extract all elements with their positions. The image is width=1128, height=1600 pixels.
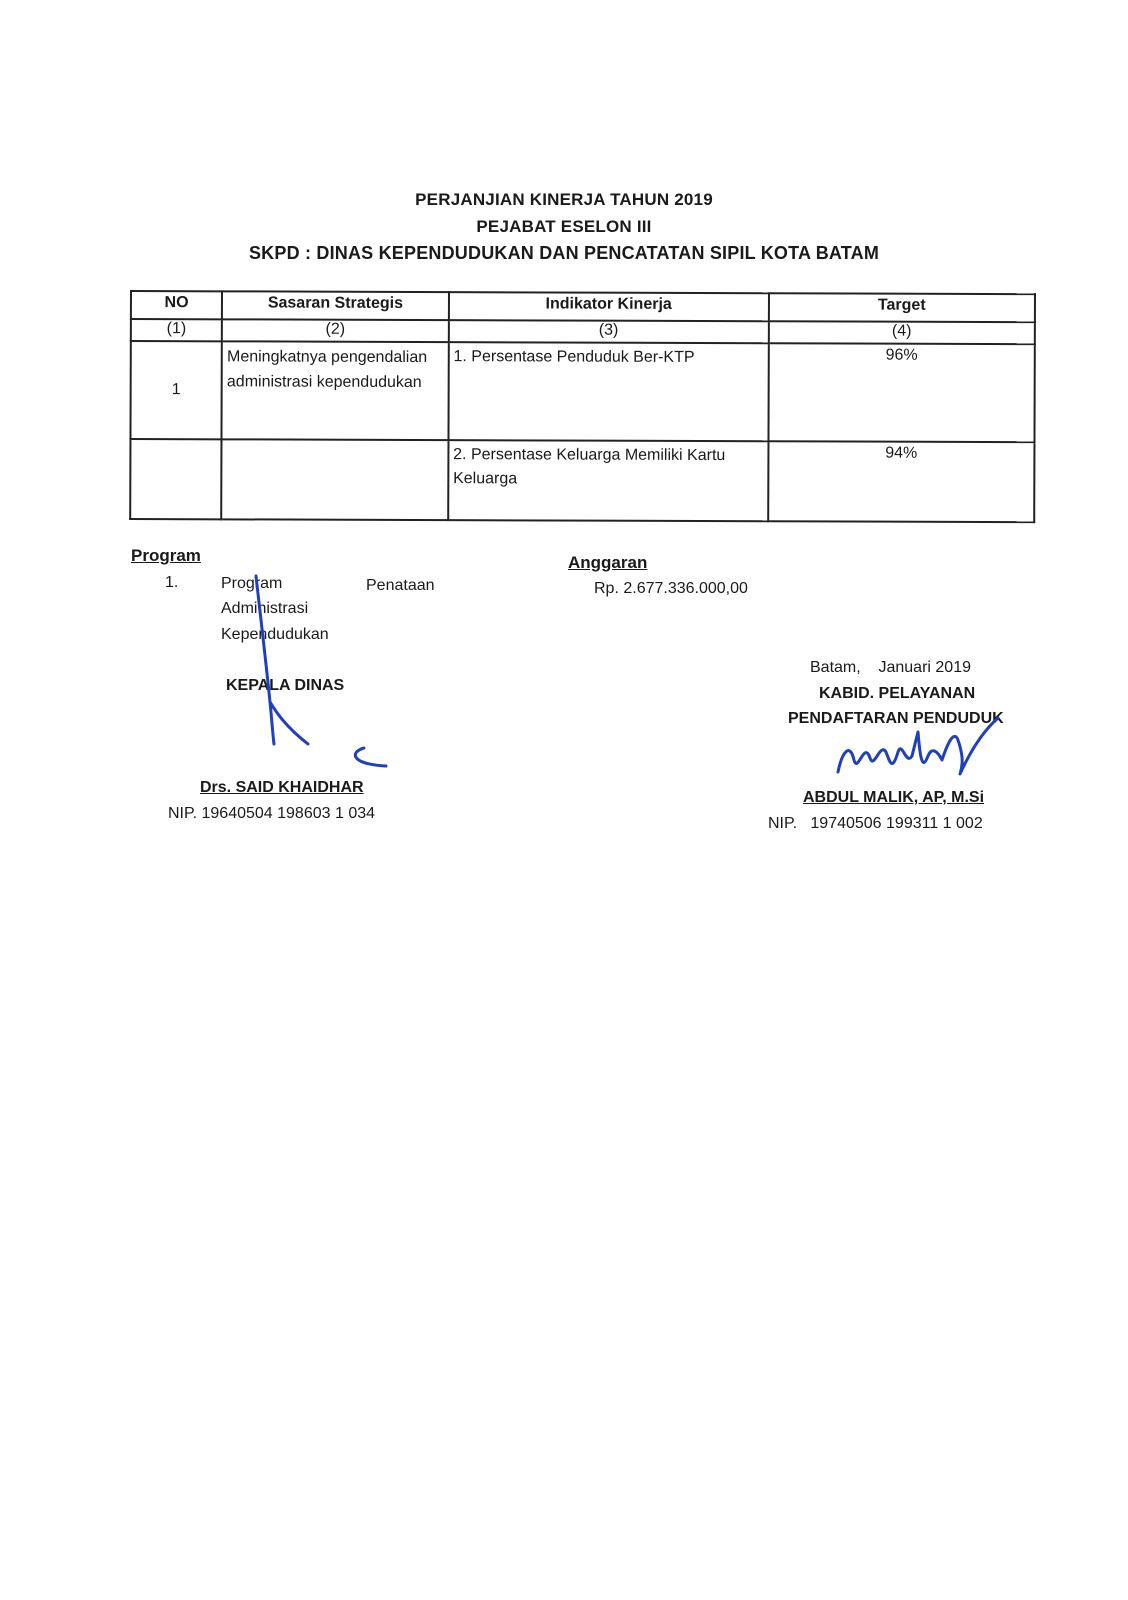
left-signature-image [246,572,396,772]
performance-table [129,290,1036,523]
program-item-line3: Kependudukan [221,626,329,643]
left-signatory-title: KEPALA DINAS [226,677,345,694]
place-date: Batam, Januari 2019 [810,659,971,676]
document-title [0,186,1128,267]
header-sasaran: Sasaran Strategis [222,291,449,320]
right-signature-image [830,712,1010,792]
program-item-number: 1. [165,574,179,591]
row-indikator: 1. Persentase Penduduk Ber-KTP [448,342,768,441]
row-sasaran [221,439,448,520]
row-sasaran: Meningkatnya pengendalian administrasi kependudukan [222,341,449,440]
header-no: NO [131,291,222,319]
row-indikator: 2. Persentase Keluarga Memiliki Kartu Keluarga [448,440,768,521]
colnum-4: (4) [769,321,1035,344]
row-no [130,439,222,519]
table-row [130,341,1034,442]
row-target: 96% [768,343,1035,442]
row-target: 94% [768,441,1035,522]
right-signatory-name: ABDUL MALIK, AP, M.Si [803,789,985,806]
right-signatory-title-2: PENDAFTARAN PENDUDUK [788,710,1004,727]
row-no: 1 [130,341,222,439]
right-signatory-title-1: KABID. PELAYANAN [819,685,976,702]
program-item-line1a: Program [221,575,283,592]
program-item-line2: Administrasi [221,600,309,617]
column-number-row [131,319,1035,344]
header-indikator: Indikator Kinerja [449,292,769,321]
title-line-2: PEJABAT ESELON III [476,217,652,236]
colnum-2: (2) [222,319,449,342]
anggaran-amount: Rp. 2.677.336.000,00 [594,580,748,597]
colnum-3: (3) [449,320,769,343]
table-row [130,439,1034,522]
program-heading: Program [131,546,201,565]
table-header-row [131,291,1035,322]
header-target: Target [769,293,1035,322]
title-line-3: SKPD : DINAS KEPENDUDUKAN DAN PENCATATAN SIPIL KOTA BATAM [248,243,880,263]
title-line-1: PERJANJIAN KINERJA TAHUN 2019 [415,190,713,209]
anggaran-heading: Anggaran [568,553,648,572]
colnum-1: (1) [131,319,222,341]
right-signatory-nip: NIP. 19740506 199311 1 002 [768,815,983,832]
program-item-line1b: Penataan [366,577,435,594]
left-signatory-name: Drs. SAID KHAIDHAR [200,779,364,796]
left-signatory-nip: NIP. 19640504 198603 1 034 [168,805,376,822]
